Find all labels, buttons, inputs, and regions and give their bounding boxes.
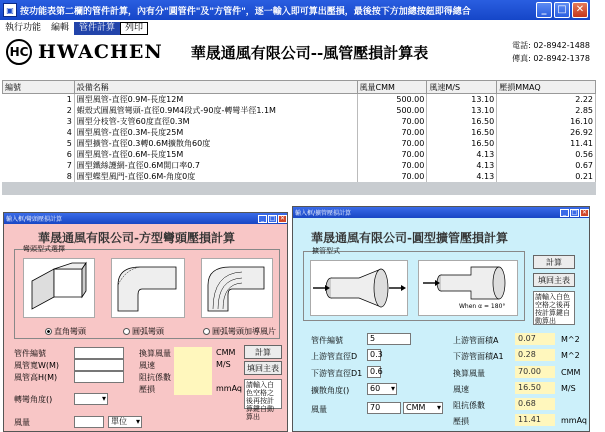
cell-ms[interactable]: 4.13 <box>427 149 497 160</box>
expansion-heading: 華晟通風有限公司-圓型擴管壓損計算 <box>311 231 508 245</box>
elbow-window-titlebar <box>4 213 287 224</box>
cell-loss[interactable]: 0.21 <box>497 171 596 182</box>
instruction-note: 請輸入白色空格之後再按計算鍵自動算出 <box>533 291 575 325</box>
table-header-row <box>3 81 596 94</box>
minimize-icon[interactable]: _ <box>258 215 267 223</box>
resistance-label: 阻抗係數 <box>139 373 171 382</box>
downstream-diameter-label: 下游管直徑D1 <box>311 369 363 378</box>
table-row[interactable] <box>3 127 596 138</box>
cell-loss[interactable]: 0.56 <box>497 149 596 160</box>
cell-ms[interactable]: 13.10 <box>427 105 497 116</box>
cell-cmm[interactable]: 70.00 <box>357 160 427 171</box>
pressure-output <box>174 383 212 395</box>
airflow-label: 風量 <box>14 418 30 427</box>
cell-loss[interactable]: 16.10 <box>497 116 596 127</box>
table-row[interactable] <box>3 171 596 182</box>
cell-loss[interactable]: 11.41 <box>497 138 596 149</box>
expansion-diagram-left <box>310 260 408 316</box>
cell-loss[interactable]: 2.85 <box>497 105 596 116</box>
upstream-area-output: 0.07 <box>515 333 555 345</box>
expansion-window-title: 輸入框/擴管壓損計算 <box>295 210 352 217</box>
resistance-output: 0.68 <box>515 398 555 410</box>
width-input[interactable] <box>74 359 124 371</box>
table-row[interactable] <box>3 105 596 116</box>
menu-item-edit[interactable]: 編輯 <box>51 23 70 33</box>
cell-no[interactable]: 4 <box>3 127 75 138</box>
cell-name[interactable]: 圓型風管-直徑0.3M-長度25M <box>74 127 357 138</box>
fill-back-button[interactable]: 填回主表 <box>244 361 282 375</box>
close-icon[interactable]: ✕ <box>572 2 588 18</box>
expansion-group-label: 擴管型式 <box>312 247 340 255</box>
col-header-ms[interactable]: 風速M/S <box>427 81 497 94</box>
round-elbow-diagram <box>111 258 185 318</box>
logo-text: HWACHEN <box>38 41 163 63</box>
calc-button[interactable]: 計算 <box>533 255 575 269</box>
company-title: 華晟通風有限公司--風管壓損計算表 <box>190 43 429 62</box>
cell-ms[interactable]: 4.13 <box>427 171 497 182</box>
resistance-output <box>174 371 212 383</box>
velocity-output <box>174 359 212 371</box>
unit-ms: M/S <box>216 360 231 369</box>
unit-ms: M/S <box>561 384 576 393</box>
col-header-name[interactable]: 設備名稱 <box>74 81 357 94</box>
cell-ms[interactable]: 13.10 <box>427 94 497 106</box>
table-row[interactable] <box>3 160 596 171</box>
cell-no[interactable]: 1 <box>3 94 75 106</box>
elbow-heading: 華晟通風有限公司-方型彎頭壓損計算 <box>38 231 235 245</box>
cell-cmm[interactable]: 500.00 <box>357 105 427 116</box>
airflow-calc-output: 70.00 <box>515 366 555 378</box>
pipe-no-label: 管件編號 <box>311 336 343 345</box>
downstream-diameter-input[interactable]: 0.6 <box>367 366 381 378</box>
cell-name[interactable]: 圓型鐵絲護網-直徑0.6M開口率0.7 <box>74 160 357 171</box>
cell-no[interactable]: 5 <box>3 138 75 149</box>
cell-loss[interactable]: 0.67 <box>497 160 596 171</box>
cell-cmm[interactable]: 70.00 <box>357 171 427 182</box>
upstream-diameter-label: 上游管直徑D <box>311 352 358 361</box>
turn-angle-label: 轉彎角度() <box>14 395 53 404</box>
right-angle-elbow-diagram <box>23 258 95 318</box>
width-label: 風管寬W(M) <box>14 361 60 370</box>
minimize-icon[interactable]: _ <box>536 2 552 18</box>
downstream-area-label: 下游管面積A1 <box>453 352 504 361</box>
menu-item-print[interactable]: 列印 <box>120 22 148 35</box>
upstream-diameter-input[interactable]: 0.3 <box>367 349 381 361</box>
airflow-calc-output <box>174 347 212 359</box>
airflow-input[interactable] <box>74 416 104 428</box>
cell-cmm[interactable]: 70.00 <box>357 127 427 138</box>
cell-no[interactable]: 6 <box>3 149 75 160</box>
pressure-output: 11.41 <box>515 414 555 426</box>
diffusion-angle-select[interactable]: 60 ▾ <box>367 383 397 395</box>
elbow-type-group <box>14 245 280 339</box>
airflow-calc-label: 換算風量 <box>139 349 171 358</box>
table-row[interactable] <box>3 94 596 106</box>
expansion-window-titlebar <box>293 207 589 218</box>
minimize-icon[interactable]: _ <box>560 209 569 217</box>
resistance-label: 阻抗係數 <box>453 401 485 410</box>
expansion-calc-window <box>292 206 590 432</box>
table-row[interactable] <box>3 138 596 149</box>
cell-name[interactable]: 圓型風管-直徑0.9M-長度12M <box>74 94 357 106</box>
cell-ms[interactable]: 16.50 <box>427 138 497 149</box>
cell-cmm[interactable]: 70.00 <box>357 116 427 127</box>
cell-name[interactable]: 圓型風管-直徑0.6M-長度15M <box>74 149 357 160</box>
airflow-label: 風量 <box>311 405 327 414</box>
main-titlebar <box>0 0 590 20</box>
cell-name[interactable]: 蝦殼式圓風管彎頭-直徑0.9M4段式-90度-轉彎半徑1.1M <box>74 105 357 116</box>
cell-ms[interactable]: 4.13 <box>427 160 497 171</box>
turn-angle-select[interactable] <box>74 393 108 405</box>
upstream-area-label: 上游管面積A <box>453 336 499 345</box>
close-icon[interactable]: ✕ <box>279 215 286 222</box>
pipe-no-input[interactable]: 5 <box>367 333 411 345</box>
pressure-label: 壓損 <box>453 417 469 426</box>
velocity-label: 風速 <box>139 361 155 370</box>
unit-mmaq: mmAq <box>561 416 587 425</box>
logo-mark: HC <box>6 39 32 65</box>
cell-cmm[interactable]: 70.00 <box>357 149 427 160</box>
unit-m2-a: M^2 <box>561 335 580 344</box>
cell-name[interactable]: 圓型蝶型風門-直徑0.6M-角度0度 <box>74 171 357 182</box>
cell-ms[interactable]: 16.50 <box>427 116 497 127</box>
cell-ms[interactable]: 16.50 <box>427 127 497 138</box>
col-header-no[interactable]: 編號 <box>3 81 75 94</box>
diagram-caption: When α = 180° <box>459 303 506 310</box>
airflow-input[interactable]: 70 <box>367 402 401 414</box>
col-header-cmm[interactable]: 風量CMM <box>357 81 427 94</box>
maximize-icon[interactable]: □ <box>554 2 570 18</box>
cell-no[interactable]: 7 <box>3 160 75 171</box>
elbow-window-title: 輸入框/彎頭壓損計算 <box>6 216 63 223</box>
height-input[interactable] <box>74 371 124 383</box>
menu-item-run[interactable]: 執行功能 <box>5 23 42 33</box>
cell-no[interactable]: 2 <box>3 105 75 116</box>
expansion-type-group <box>303 247 525 321</box>
contact-info <box>512 39 590 65</box>
instruction-note: 請輸入白色空格之後再按計算鍵自動算出 <box>244 379 282 409</box>
radio-right-angle[interactable] <box>45 326 86 337</box>
phone-number: 電話: 02-8942-1488 <box>512 41 590 50</box>
airflow-unit-select[interactable] <box>108 416 142 428</box>
cell-loss[interactable]: 26.92 <box>497 127 596 138</box>
results-table <box>2 80 596 182</box>
table-row[interactable] <box>3 149 596 160</box>
cell-name[interactable]: 圓型分枝管-支管60度直徑0.3M <box>74 116 357 127</box>
expansion-diagram-right <box>418 260 518 316</box>
downstream-area-output: 0.28 <box>515 349 555 361</box>
radio-round-label: 圓弧彎頭 <box>132 327 164 336</box>
cell-no[interactable]: 8 <box>3 171 75 182</box>
elbow-group-label: 彎頭型式選擇 <box>23 245 65 253</box>
pipe-no-input[interactable] <box>74 347 124 359</box>
radio-round-vane-label: 圓弧彎頭加導風片 <box>212 327 276 336</box>
pressure-label: 壓損 <box>139 385 155 394</box>
unit-m2-b: M^2 <box>561 351 580 360</box>
menu-item-fittings[interactable]: 管件計算 <box>74 22 120 35</box>
maximize-icon[interactable]: □ <box>269 215 276 222</box>
results-table-area <box>2 80 596 195</box>
velocity-output: 16.50 <box>515 382 555 394</box>
app-icon: ▣ <box>3 3 17 17</box>
unit-select-label: 單位 <box>111 417 127 426</box>
maximize-icon[interactable]: □ <box>571 209 578 216</box>
cell-cmm[interactable]: 500.00 <box>357 94 427 106</box>
unit-cmm: CMM <box>561 368 581 377</box>
height-label: 風管高H(M) <box>14 373 58 382</box>
cell-name[interactable]: 圓型擴管-直徑0.3轉0.6M擴散角60度 <box>74 138 357 149</box>
pipe-no-label: 管件編號 <box>14 349 46 358</box>
elbow-calc-window <box>3 212 288 432</box>
cell-loss[interactable]: 2.22 <box>497 94 596 106</box>
cell-no[interactable]: 3 <box>3 116 75 127</box>
window-title: 按功能表第二欄的管件計算，內有分"圓管件"及"方管件"，逐一輸入即可算出壓損，最後按下方加總按鈕即得總合 <box>20 6 471 17</box>
radio-round-vane[interactable] <box>203 326 276 337</box>
cell-cmm[interactable]: 70.00 <box>357 138 427 149</box>
vane-elbow-diagram <box>201 258 273 318</box>
unit-cmm: CMM <box>216 348 236 357</box>
airflow-calc-label: 換算風量 <box>453 369 485 378</box>
calc-button[interactable]: 計算 <box>244 345 282 359</box>
table-row[interactable] <box>3 116 596 127</box>
close-icon[interactable]: ✕ <box>581 209 588 216</box>
fill-back-button[interactable]: 填回主表 <box>533 273 575 287</box>
fax-number: 傳真: 02-8942-1378 <box>512 54 590 63</box>
diffusion-angle-label: 擴散角度() <box>311 386 350 395</box>
menu-bar <box>0 22 148 35</box>
radio-right-angle-label: 直角彎頭 <box>54 327 86 336</box>
velocity-label: 風速 <box>453 385 469 394</box>
radio-round[interactable] <box>123 326 164 337</box>
col-header-loss[interactable]: 壓損MMAQ <box>497 81 596 94</box>
airflow-unit-select[interactable]: CMM ▾ <box>403 402 443 414</box>
unit-mmaq: mmAq <box>216 384 242 393</box>
header-banner <box>2 36 598 68</box>
